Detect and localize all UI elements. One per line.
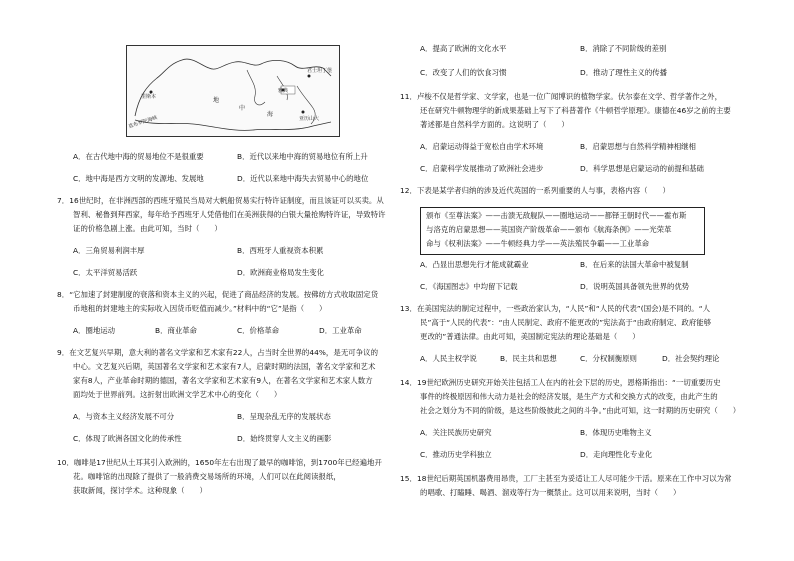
q12-text-line1: 12．下表是某学者归纳的涉及近代英国的一系列重要的人与事，表格内容（ ） — [400, 186, 670, 195]
q10-text-line3: 获取新闻，探讨学术。这种现象（ ） — [73, 486, 207, 495]
q7-text-line3: 证的价格急剧上涨。由此可知，当时（ ） — [73, 224, 222, 233]
q7-text-line1: 7．16世纪时，在非洲西部的西班牙殖民当局对大帆船贸易实行特许证制度，而且该证可以买卖。从 — [57, 196, 384, 205]
q12-chain-line1: 颁布《至尊法案》——击溃无敌舰队——圈地运动——都铎王朝时代——霍布斯 — [426, 211, 687, 220]
q14-text-line2: 事件的终极原因和伟大动力是社会的经济发展，是生产方式和交换方式的改变，由此产生的 — [420, 392, 718, 401]
q12-option-d[interactable]: D．说明英国具备领先世界的优势 — [580, 282, 690, 291]
q8-text-line2: 币地租的封建地主的实际收入因货币贬值而减少。”材料中的“它”是指（ ） — [73, 304, 327, 313]
q6-option-c[interactable]: C．地中海是西方文明的发源地、发展地 — [73, 174, 204, 183]
q15-text-line1: 15．18世纪后期英国机器费用昂贵，工厂主甚至为妥适让工人尽可能少干活。原来在工作中习以为常 — [400, 474, 732, 483]
q13-text-line1: 13．在美国宪法的制定过程中，一些政治家认为，“人民”和“人民的代表”(国会)是不同的。“人 — [400, 304, 711, 313]
q6-option-a[interactable]: A．在古代地中海的贸易地位不是很重要 — [73, 152, 204, 161]
q7-option-b[interactable]: B．西班牙人重视资本积累 — [237, 246, 324, 255]
q10-option-d[interactable]: D．推动了理性主义的传播 — [580, 68, 667, 77]
q11-option-a[interactable]: A．启蒙运动得益于宽松自由学术环境 — [420, 142, 544, 151]
q13-text-line3: 更改的”普通法律。由此可知，美国制定宪法的理论基础是（ ） — [420, 332, 640, 341]
q10-option-a[interactable]: A．提高了欧洲的文化水平 — [420, 44, 507, 53]
q9-option-d[interactable]: D．始终贯穿人文主义的画影 — [237, 434, 332, 443]
q14-option-d[interactable]: D．走向理性化专业化 — [580, 450, 653, 459]
map-label-3: 君士坦丁堡 — [307, 68, 333, 74]
map-label-5: 直布罗陀海峡 — [127, 114, 159, 130]
q13-option-a[interactable]: A．人民主权学说 — [420, 354, 477, 363]
q13-option-d[interactable]: D．社会契约理论 — [662, 354, 720, 363]
map-sea-2: 中 — [239, 105, 246, 112]
q8-option-d[interactable]: D．工业革命 — [319, 326, 362, 335]
q9-option-c[interactable]: C．体现了欧洲各国文化的传承性 — [73, 434, 182, 443]
q9-option-a[interactable]: A．与资本主义经济发展不可分 — [73, 412, 175, 421]
map-label-2: 雅典 — [278, 88, 289, 94]
q12-option-b[interactable]: B．在后来的法国大革命中被复制 — [580, 260, 689, 269]
q14-text-line1: 14．19世纪欧洲历史研究开始关注包括工人在内的社会下层的历史，恩格斯指出：“一切重要历史 — [400, 378, 721, 387]
q14-text-line3: 社会之划分为不同的阶级，是这些阶级彼此之间的斗争。”由此可知，这一时期的历史研究（ ） — [420, 406, 741, 415]
q14-option-a[interactable]: A．关注民族历史研究 — [420, 428, 492, 437]
q10-text-line2: 花。咖啡馆的出现除了提供了一般消费交易场所的环境，人们可以在此阅读报纸， — [73, 472, 341, 481]
q7-option-d[interactable]: D．欧洲商业格局发生变化 — [237, 268, 324, 277]
q9-text-line1: 9．在文艺复兴早期，意大利的著名文学家和艺术家有22人，占当时全世界的44%，是无可争议的 — [57, 348, 379, 357]
q12-event-chain-box — [420, 207, 705, 255]
q12-chain-line2: 与洛克的启蒙思想——英国资产阶级革命——颁布《航海条例》——光荣革 — [426, 225, 672, 234]
q11-option-c[interactable]: C．启蒙科学发展推动了欧洲社会进步 — [420, 164, 544, 173]
q13-option-c[interactable]: C．分权制衡原则 — [580, 354, 637, 363]
q9-option-b[interactable]: B．呈现杂乱无序的发展状态 — [237, 412, 331, 421]
q9-text-line4: 面均处于世界前列。这折射出欧洲文学艺术中心的变化（ ） — [73, 390, 282, 399]
q7-option-c[interactable]: C．太平洋贸易活跃 — [73, 268, 138, 277]
q6-option-d[interactable]: D．近代以来地中海失去贸易中心的地位 — [237, 174, 369, 183]
q10-option-c[interactable]: C．改变了人们的饮食习惯 — [420, 68, 507, 77]
q10-text-line1: 10．咖啡是17世纪从土耳其引入欧洲的，1650年左右出现了最早的咖啡馆，到1700年已经遍地开 — [57, 458, 382, 467]
q13-text-line2: 民”高于“人民的代表”：“由人民制定、政府不能更改的”宪法高于“由政府制定、政府能够 — [420, 318, 712, 327]
q11-text-line3: 著述都是自然科学方面的。这说明了（ ） — [420, 120, 569, 129]
q12-option-a[interactable]: A．凸显出思想先行才能成就霸业 — [420, 260, 529, 269]
q11-text-line1: 11．卢梭不仅是哲学家、文学家，也是一位广闻博识的植物学家。伏尔泰在文学、哲学著作之外， — [400, 92, 723, 101]
q8-option-b[interactable]: B．商业革命 — [155, 326, 198, 335]
q10-option-b[interactable]: B．消除了不同阶级的差别 — [580, 44, 667, 53]
q9-text-line3: 家有8人，产业革命时期的德国，著名文学家和艺术家有9人，在著名文学家和艺术家人数方 — [73, 376, 373, 385]
mediterranean-map — [126, 45, 340, 137]
q6-option-b[interactable]: B．近代以来地中海的贸易地位有所上升 — [237, 152, 368, 161]
q8-text-line1: 8．“它加速了封建制度的衰落和资本主义的兴起，促进了商品经济的发展。按佛纺方式收取固定货 — [57, 290, 379, 299]
q11-text-line2: 还在研究牛顿物理学的新成果基础上写下了科普著作《牛顿哲学原理》。康德在46岁之前的主要 — [420, 106, 731, 115]
q11-option-b[interactable]: B．启蒙思想与自然科学精神相继相 — [580, 142, 696, 151]
map-graphic — [127, 46, 339, 136]
q7-text-line2: 智利、秘鲁到拜西家，每年给予西班牙人凭借他们在美洲获得的白银大量抢购特许证，导致特许 — [73, 210, 386, 219]
map-label-1: 里斯本 — [141, 94, 157, 100]
q8-option-c[interactable]: C．价格革命 — [237, 326, 280, 335]
q9-text-line2: 中心。文艺复兴后期，英国著名文学家和艺术家有7人，启蒙时期的法国，著名文学家和艺术 — [73, 362, 376, 371]
q12-option-c[interactable]: C．《海国图志》中均留下记载 — [420, 282, 518, 291]
map-sea-1: 地 — [213, 97, 220, 104]
map-sea-3: 海 — [267, 111, 274, 118]
q13-option-b[interactable]: B．民主共和思想 — [500, 354, 557, 363]
q12-chain-line3: 命与《权利法案》——牛顿经典力学——英法殖民争霸——工业革命 — [426, 239, 650, 248]
q8-option-a[interactable]: A．圈地运动 — [73, 326, 116, 335]
q14-option-b[interactable]: B．体现历史唯物主义 — [580, 428, 652, 437]
q14-option-c[interactable]: C．推动历史学科独立 — [420, 450, 492, 459]
q11-option-d[interactable]: D．科学思想是启蒙运动的前提和基础 — [580, 164, 704, 173]
q15-text-line2: 的唱歌、打瞌睡、喝酒、溜戏等行为一概禁止。这可以用来说明，当时（ ） — [420, 488, 681, 497]
q7-option-a[interactable]: A．三角贸易利润丰厚 — [73, 246, 145, 255]
map-label-4: 亚历山大 — [299, 116, 320, 122]
